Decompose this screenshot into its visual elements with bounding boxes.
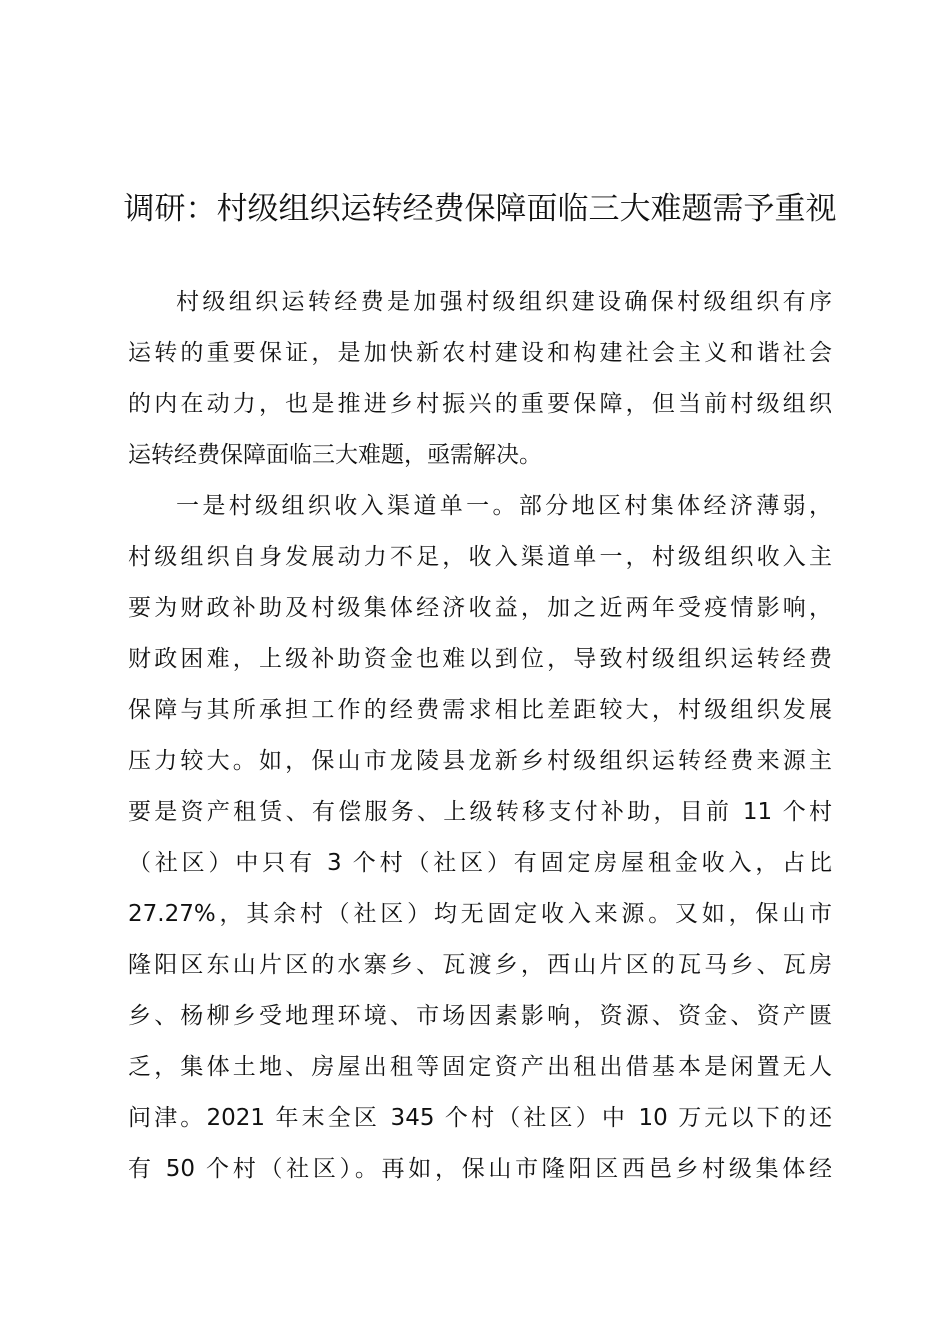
paragraph-line: 保障与其所承担工作的经费需求相比差距较大，村级组织发展 — [128, 697, 832, 723]
paragraph-line: 的内在动力，也是推进乡村振兴的重要保障，但当前村级组织 — [128, 391, 832, 417]
paragraph-line: 隆阳区东山片区的水寨乡、瓦渡乡，西山片区的瓦马乡、瓦房 — [128, 952, 832, 978]
paragraph-line: 问津。2021 年末全区 345 个村（社区）中 10 万元以下的还 — [128, 1105, 832, 1131]
paragraph-line: 村级组织自身发展动力不足，收入渠道单一，村级组织收入主 — [128, 544, 832, 570]
paragraph-line: 乏，集体土地、房屋出租等固定资产出租出借基本是闲置无人 — [128, 1054, 832, 1080]
paragraph-line: 一是村级组织收入渠道单一。部分地区村集体经济薄弱， — [176, 493, 832, 519]
paragraph-line: 财政困难，上级补助资金也难以到位，导致村级组织运转经费 — [128, 646, 832, 672]
document-title: 调研：村级组织运转经费保障面临三大难题需予重视 — [123, 191, 837, 227]
paragraph-line: 运转的重要保证，是加快新农村建设和构建社会主义和谐社会 — [128, 340, 832, 366]
paragraph-line: 压力较大。如，保山市龙陵县龙新乡村级组织运转经费来源主 — [128, 748, 832, 774]
paragraph-line: 有 50 个村（社区）。再如，保山市隆阳区西邑乡村级集体经 — [128, 1156, 832, 1182]
paragraph-line: 乡、杨柳乡受地理环境、市场因素影响，资源、资金、资产匮 — [128, 1003, 832, 1029]
paragraph-line: 要是资产租赁、有偿服务、上级转移支付补助，目前 11 个村 — [128, 799, 832, 825]
paragraph-line: 村级组织运转经费是加强村级组织建设确保村级组织有序 — [176, 289, 832, 315]
paragraph-line: 27.27%，其余村（社区）均无固定收入来源。又如，保山市 — [128, 901, 832, 927]
paragraph-line: （社区）中只有 3 个村（社区）有固定房屋租金收入，占比 — [128, 850, 832, 876]
paragraph-line: 运转经费保障面临三大难题，亟需解决。 — [128, 442, 542, 468]
paragraph-line: 要为财政补助及村级集体经济收益，加之近两年受疫情影响， — [128, 595, 832, 621]
